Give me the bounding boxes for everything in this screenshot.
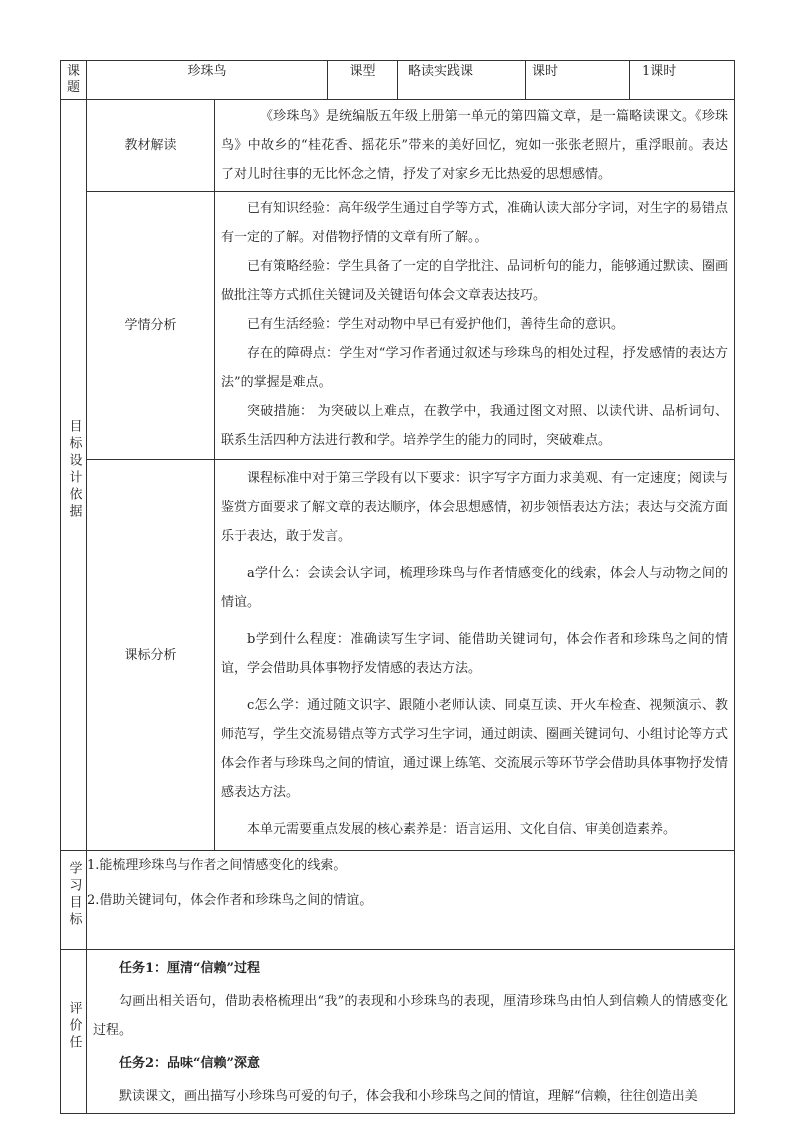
evaluation-content	[87, 950, 735, 1114]
lesson-label: 课题	[61, 61, 87, 100]
lesson-plan-table	[60, 60, 735, 1114]
learner-label: 学情分析	[87, 192, 215, 460]
period-value: 1课时	[630, 61, 735, 100]
task-text: 默读课文，画出描写小珍珠鸟可爱的句子，体会我和小珍珠鸟之间的情谊，理解“信赖，往往创造出美	[119, 1089, 698, 1104]
learner-paragraph: 已有知识经验：高年级学生通过自学等方式，准确认读大部分字词，对生字的易错点有一定的了解。对借物抒情的文章有所了解。。	[221, 201, 729, 245]
period-label: 课时	[526, 61, 630, 100]
learner-content	[215, 192, 735, 460]
design-basis-label: 目标设计依据	[61, 100, 87, 851]
learner-paragraph: 突破措施： 为突破以上难点，在教学中，我通过图文对照、以读代讲、品析词句、联系生活四种方法进行教和学。培养学生的能力的同时，突破难点。	[221, 404, 729, 448]
task-title: 任务1：厘清“信赖”过程	[119, 961, 261, 976]
learner-row	[61, 192, 735, 460]
curriculum-row	[61, 460, 735, 851]
evaluation-label: 评价任	[61, 950, 87, 1114]
objectives-label: 学习目标	[61, 851, 87, 950]
evaluation-row	[61, 950, 735, 1114]
objectives-content	[87, 851, 735, 950]
task-title: 任务2：品味“信赖”深意	[119, 1056, 261, 1071]
task-text: 勾画出相关语句，借助表格梳理出“我”的表现和小珍珠鸟的表现，厘清珍珠鸟由怕人到信赖人的情感变化过程。	[93, 994, 729, 1038]
type-value: 略读实践课	[398, 61, 526, 100]
curriculum-paragraph: b学到什么程度：准确读写生字词、能借助关键词句，体会作者和珍珠鸟之间的情谊，学会借助具体事物抒发情感的表达方法。	[221, 632, 729, 676]
textbook-row	[61, 100, 735, 192]
type-label: 课型	[328, 61, 398, 100]
objectives-row	[61, 851, 735, 950]
curriculum-paragraph: 课程标准中对于第三学段有以下要求：识字写字方面力求美观、有一定速度；阅读与鉴赏方面要求了解文章的表达顺序，体会思想感情，初步领悟表达方法；表达与交流方面乐于表达，敢于发言。	[221, 471, 729, 544]
objective-item: 2.借助关键词句，体会作者和珍珠鸟之间的情谊。	[87, 893, 373, 908]
textbook-label: 教材解读	[87, 100, 215, 192]
learner-paragraph: 存在的障碍点：学生对“学习作者通过叙述与珍珠鸟的相处过程，抒发感情的表达方法”的掌握是难点。	[221, 346, 729, 390]
learner-paragraph: 已有生活经验：学生对动物中早已有爱护他们，善待生命的意识。	[247, 317, 625, 332]
curriculum-content	[215, 460, 735, 851]
objective-item: 1.能梳理珍珠鸟与作者之间情感变化的线索。	[87, 858, 347, 873]
curriculum-paragraph: 本单元需要重点发展的核心素养是：语言运用、文化自信、审美创造素养。	[247, 822, 677, 837]
textbook-content: 《珍珠鸟》是统编版五年级上册第一单元的第四篇文章，是一篇略读课文。《珍珠鸟》中故乡的“桂花香、摇花乐”带来的美好回忆，宛如一张张老照片，重浮眼前。表达了对儿时往事的无比怀念之情，抒发了对家乡无比热爱的思想感情。	[215, 100, 735, 192]
lesson-title: 珍珠鸟	[87, 61, 328, 100]
header-row	[61, 61, 735, 100]
curriculum-paragraph: a学什么：会读会认字词，梳理珍珠鸟与作者情感变化的线索，体会人与动物之间的情谊。	[221, 566, 729, 610]
curriculum-paragraph: c怎么学：通过随文识字、跟随小老师认读、同桌互读、开火车检查、视频演示、教师范写，学生交流易错点等方式学习生字词，通过朗读、圈画关键词句、小组讨论等方式体会作者与珍珠鸟之间的情谊，通过课上练笔、交流展示等环节学会借助具体事物抒发情感表达方法。	[221, 698, 729, 800]
curriculum-label: 课标分析	[87, 460, 215, 851]
learner-paragraph: 已有策略经验：学生具备了一定的自学批注、品词析句的能力，能够通过默读、圈画做批注等方式抓住关键词及关键语句体会文章表达技巧。	[221, 259, 729, 303]
